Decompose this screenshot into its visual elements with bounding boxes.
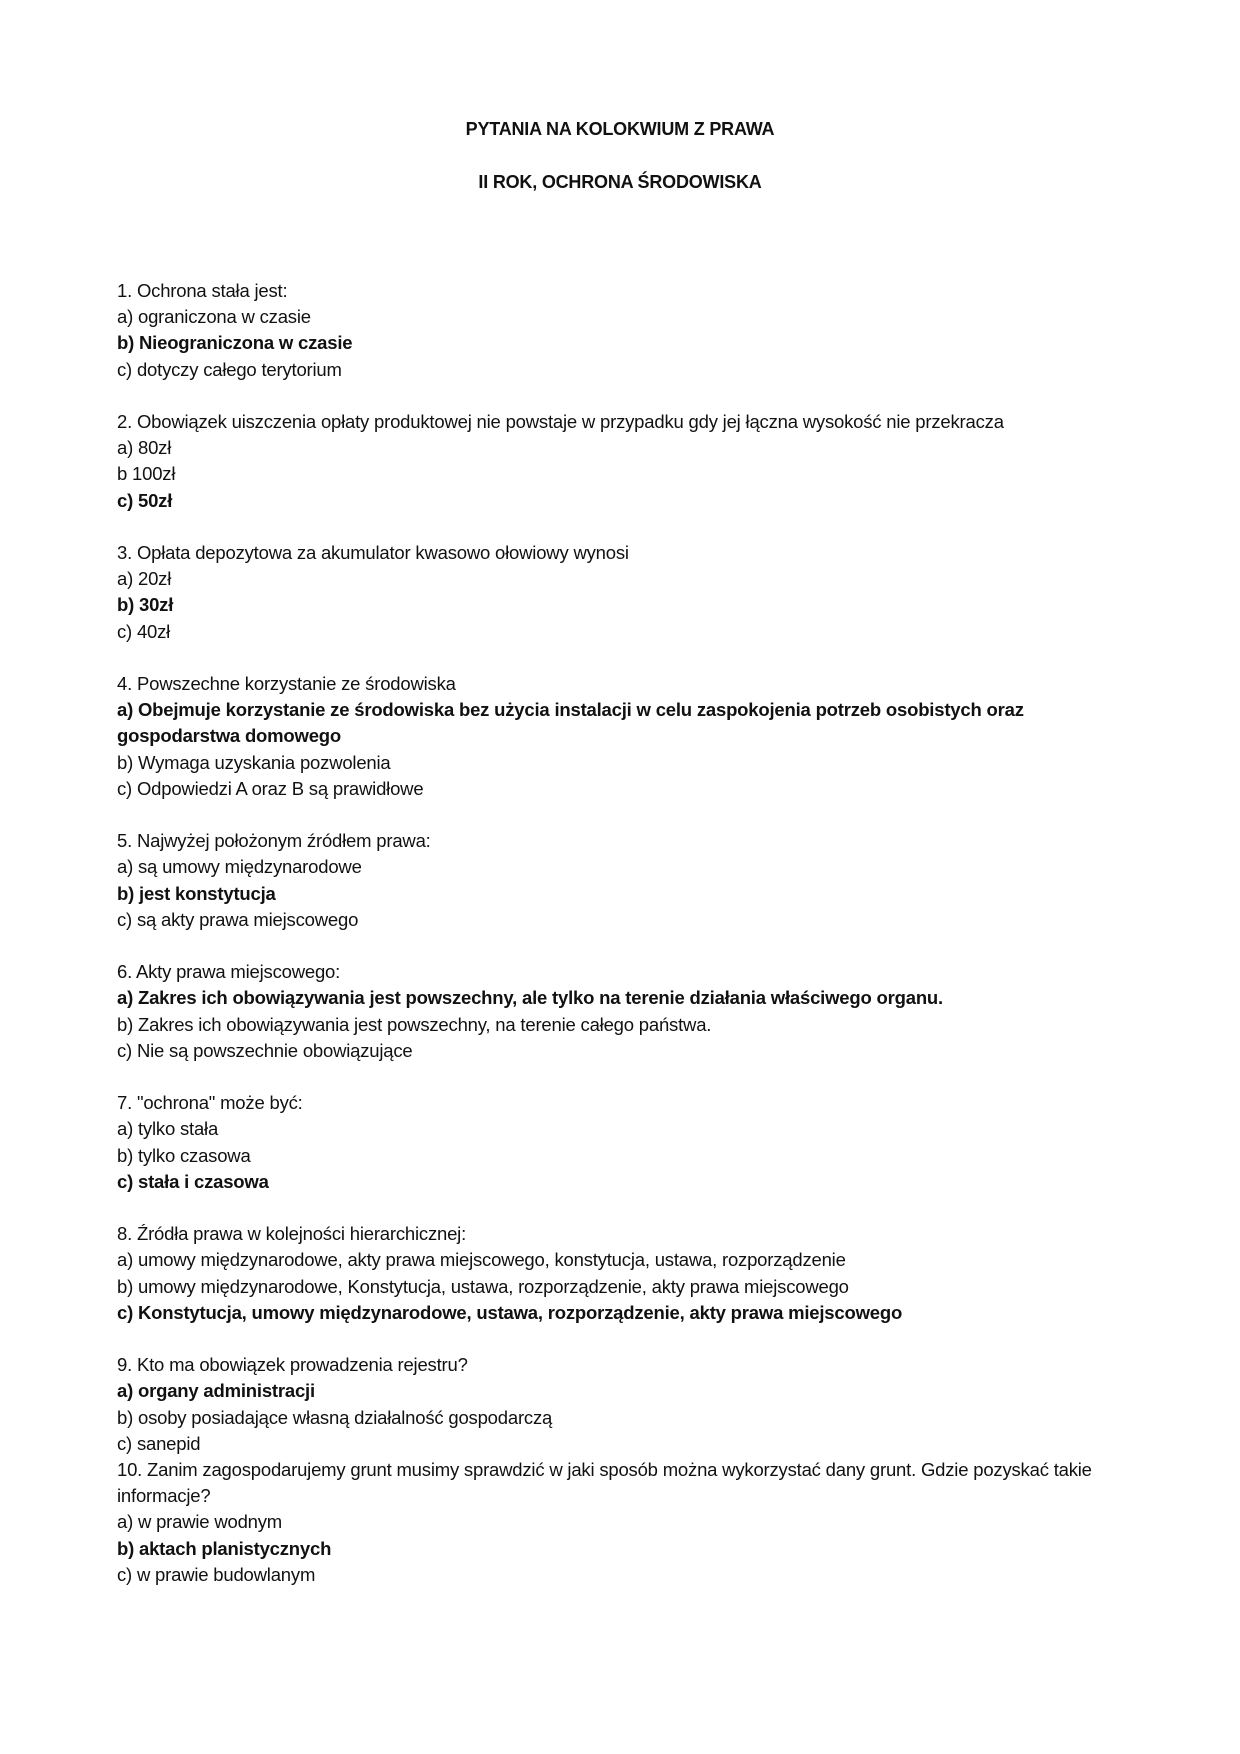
answer-b: b) Wymaga uzyskania pozwolenia (117, 751, 391, 773)
document-subtitle: II ROK, OCHRONA ŚRODOWISKA (478, 172, 762, 192)
answer-a-correct: a) Obejmuje korzystanie ze środowiska bez użycia instalacji w celu zaspokojenia potrzeb osobistych oraz gospodarstwa domowego (117, 699, 1024, 747)
question-1 (117, 278, 1127, 383)
question-list (117, 278, 1127, 1588)
answer-c: c) 40zł (117, 620, 171, 642)
answer-a: a) 20zł (117, 568, 172, 590)
answer-c: c) są akty prawa miejscowego (117, 908, 359, 930)
question-text: 1. Ochrona stała jest: (117, 280, 288, 301)
answer-c: c) Odpowiedzi A oraz B są prawidłowe (117, 777, 424, 799)
question-text: 5. Najwyżej położonym źródłem prawa: (117, 830, 431, 852)
question-text: 2. Obowiązek uiszczenia opłaty produktowej nie powstaje w przypadku gdy jej łączna wysokość nie przekracza (117, 411, 1004, 432)
question-2 (117, 409, 1127, 514)
question-9 (117, 1352, 1127, 1457)
question-text: 9. Kto ma obowiązek prowadzenia rejestru? (117, 1354, 468, 1376)
answer-b-correct: b) jest konstytucja (117, 882, 276, 904)
answer-a: a) są umowy międzynarodowe (117, 856, 362, 878)
question-text: 6. Akty prawa miejscowego: (117, 961, 341, 983)
question-3 (117, 540, 1127, 645)
answer-a: a) tylko stała (117, 1118, 219, 1140)
question-8 (117, 1221, 1127, 1326)
question-text: 10. Zanim zagospodarujemy grunt musimy sprawdzić w jaki sposób można wykorzystać dany grunt. Gdzie pozyskać takie informacje? (117, 1459, 1092, 1507)
answer-c: c) dotyczy całego terytorium (117, 358, 342, 380)
answer-c: c) w prawie budowlanym (117, 1563, 316, 1585)
question-text: 7. "ochrona" może być: (117, 1092, 303, 1114)
question-6 (117, 959, 1127, 1064)
answer-c-correct: c) Konstytucja, umowy międzynarodowe, ustawa, rozporządzenie, akty prawa miejscowego (117, 1301, 903, 1323)
answer-c: c) sanepid (117, 1432, 201, 1454)
question-10 (117, 1457, 1127, 1588)
answer-b: b) umowy międzynarodowe, Konstytucja, ustawa, rozporządzenie, akty prawa miejscowego (117, 1275, 849, 1297)
answer-a-correct: a) Zakres ich obowiązywania jest powszechny, ale tylko na terenie działania właściwego organu. (117, 987, 943, 1009)
answer-b-correct: b) aktach planistycznych (117, 1537, 332, 1559)
document-title: PYTANIA NA KOLOKWIUM Z PRAWA (465, 119, 775, 139)
answer-a-correct: a) organy administracji (117, 1380, 315, 1402)
question-text: 4. Powszechne korzystanie ze środowiska (117, 673, 456, 694)
answer-b: b 100zł (117, 463, 176, 485)
question-text: 8. Źródła prawa w kolejności hierarchicznej: (117, 1223, 467, 1245)
answer-b: b) osoby posiadające własną działalność gospodarczą (117, 1406, 553, 1428)
question-5 (117, 828, 1127, 933)
answer-b-correct: b) 30zł (117, 594, 174, 616)
question-7 (117, 1090, 1127, 1195)
answer-b: b) Zakres ich obowiązywania jest powszechny, na terenie całego państwa. (117, 1013, 712, 1035)
answer-a: a) ograniczona w czasie (117, 306, 311, 328)
answer-b: b) tylko czasowa (117, 1144, 251, 1166)
answer-c: c) Nie są powszechnie obowiązujące (117, 1039, 413, 1061)
answer-a: a) w prawie wodnym (117, 1511, 283, 1533)
answer-a: a) 80zł (117, 437, 172, 459)
answer-c-correct: c) stała i czasowa (117, 1170, 269, 1192)
question-text: 3. Opłata depozytowa za akumulator kwasowo ołowiowy wynosi (117, 542, 629, 563)
answer-b-correct: b) Nieograniczona w czasie (117, 332, 353, 354)
answer-a: a) umowy międzynarodowe, akty prawa miejscowego, konstytucja, ustawa, rozporządzenie (117, 1249, 846, 1271)
answer-c-correct: c) 50zł (117, 489, 173, 511)
question-4 (117, 671, 1127, 802)
